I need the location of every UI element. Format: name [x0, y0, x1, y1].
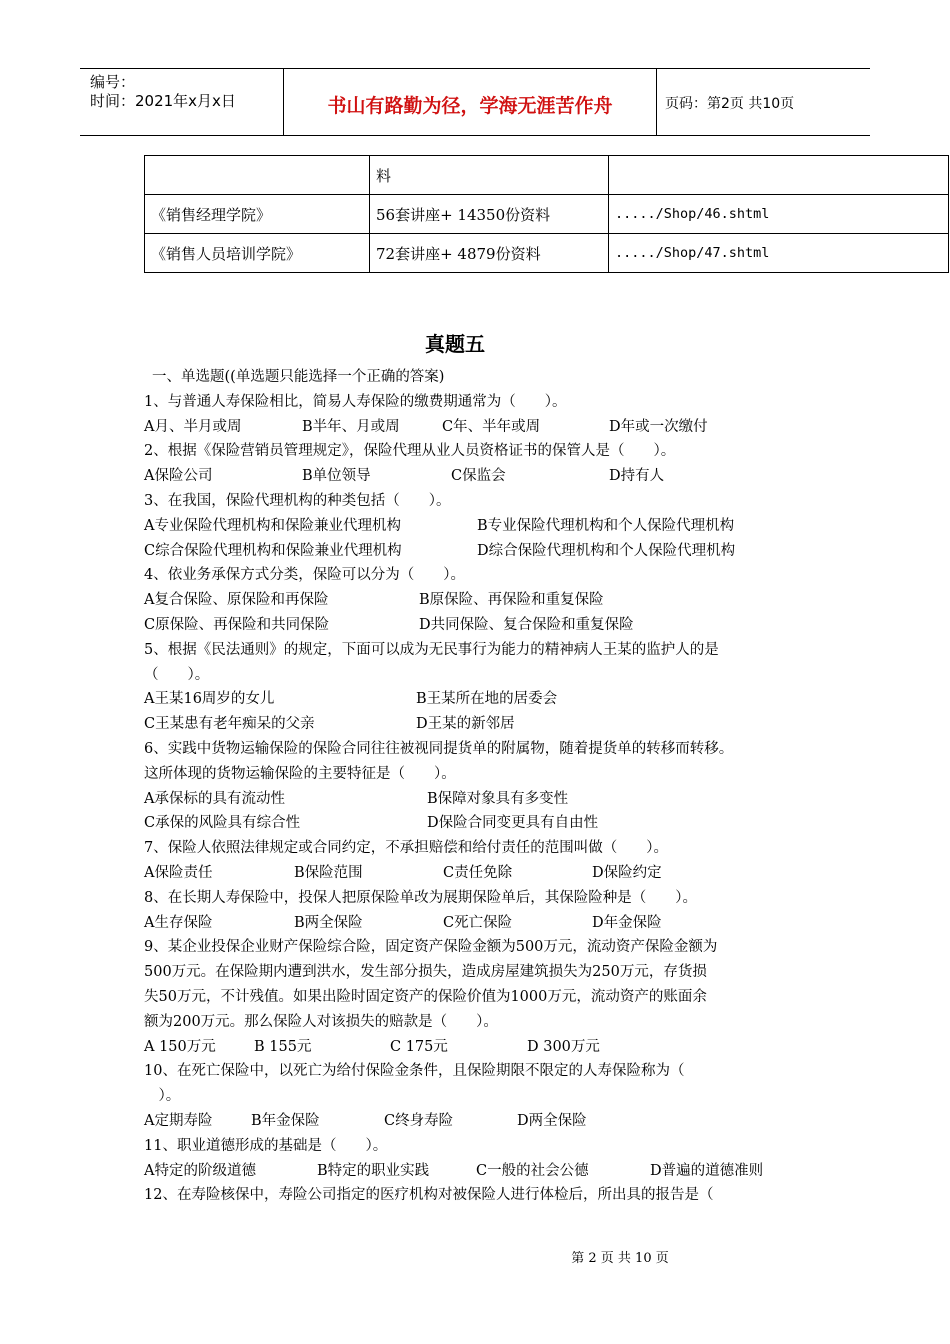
- answer-option: B半年、月或周: [302, 418, 400, 435]
- answer-option: D年金保险: [592, 914, 662, 931]
- question-line: 2、根据《保险营销员管理规定》，保险代理从业人员资格证书的保管人是（ ）。: [144, 443, 676, 460]
- table-cell: [609, 156, 949, 195]
- section-intro: 一、单选题((单选题只能选择一个正确的答案): [152, 369, 445, 385]
- question-line: 4、依业务承保方式分类，保险可以分为（ ）。: [144, 567, 465, 584]
- answer-option: B 155元: [254, 1038, 312, 1055]
- answer-option: A 150万元: [144, 1038, 216, 1055]
- question-line: 12、在寿险核保中，寿险公司指定的医疗机构对被保险人进行体检后，所出具的报告是（: [144, 1187, 714, 1204]
- table-row: [145, 234, 949, 273]
- question-line: 10、在死亡保险中，以死亡为给付保险金条件，且保险期限不限定的人寿保险称为（: [144, 1063, 685, 1080]
- answer-option: C保监会: [451, 468, 506, 485]
- answer-option: C终身寿险: [384, 1112, 454, 1129]
- answer-option: B特定的职业实践: [317, 1162, 430, 1179]
- answer-option: A保险责任: [144, 864, 213, 881]
- answer-option: D王某的新邻居: [416, 716, 515, 733]
- table-cell-link[interactable]: ...../Shop/47.shtml: [609, 234, 949, 273]
- answer-option: D综合保险代理机构和个人保险代理机构: [477, 542, 736, 559]
- option-row: [144, 514, 834, 539]
- option-row: [144, 687, 834, 712]
- question-line: 额为200万元。那么保险人对该损失的赔款是（ ）。: [144, 1013, 498, 1030]
- option-row: [144, 811, 834, 836]
- answer-option: A承保标的具有流动性: [144, 790, 285, 807]
- table-cell: 56套讲座+ 14350份资料: [370, 195, 609, 234]
- answer-option: A保险公司: [144, 468, 213, 485]
- answer-option: D 300万元: [527, 1038, 600, 1055]
- question-line: 7、保险人依照法律规定或合同约定，不承担赔偿和给付责任的范围叫做（ ）。: [144, 840, 668, 857]
- header-motto-cell: [283, 69, 657, 135]
- resource-table: [144, 155, 949, 273]
- answer-option: B原保险、再保险和重复保险: [419, 592, 604, 609]
- table-cell: 料: [370, 156, 609, 195]
- page-footer: 第 2 页 共 10 页: [571, 1251, 669, 1266]
- answer-option: D持有人: [609, 468, 665, 485]
- answer-option: A特定的阶级道德: [144, 1162, 256, 1179]
- option-row: [144, 1109, 834, 1134]
- answer-option: B王某所在地的居委会: [416, 691, 558, 708]
- option-row: [144, 1159, 834, 1184]
- answer-option: A生存保险: [144, 914, 213, 931]
- table-cell: 《销售人员培训学院》: [145, 234, 370, 273]
- question-list: [144, 365, 834, 1208]
- page-info: 页码：第2页 共10页: [665, 96, 795, 112]
- answer-option: C死亡保险: [443, 914, 513, 931]
- section-title: 真题五: [425, 332, 485, 356]
- table-row: [145, 195, 949, 234]
- answer-option: B单位领导: [302, 468, 371, 485]
- answer-option: B保险范围: [294, 864, 363, 881]
- question-line: 1、与普通人寿保险相比，简易人寿保险的缴费期通常为（ ）。: [144, 393, 567, 410]
- answer-option: D共同保险、复合保险和重复保险: [419, 616, 634, 633]
- answer-option: C综合保险代理机构和保险兼业代理机构: [144, 542, 402, 559]
- option-row: [144, 464, 834, 489]
- question-line: 11、职业道德形成的基础是（ ）。: [144, 1137, 388, 1154]
- header-left: [90, 73, 236, 111]
- option-row: [144, 588, 834, 613]
- option-row: [144, 613, 834, 638]
- option-row: [144, 539, 834, 564]
- answer-option: D两全保险: [517, 1112, 587, 1129]
- answer-option: D保险合同变更具有自由性: [427, 815, 599, 832]
- answer-option: B专业保险代理机构和个人保险代理机构: [477, 517, 735, 534]
- table-cell: [145, 156, 370, 195]
- answer-option: D年或一次缴付: [609, 418, 708, 435]
- page-header: [80, 68, 870, 136]
- answer-option: A专业保险代理机构和保险兼业代理机构: [144, 517, 401, 534]
- option-row: [144, 861, 834, 886]
- date-label: 时间：2021年x月x日: [90, 92, 236, 110]
- answer-option: C原保险、再保险和共同保险: [144, 616, 330, 633]
- answer-option: C责任免除: [443, 864, 513, 881]
- option-row: [144, 787, 834, 812]
- question-line: （ ）。: [144, 666, 210, 683]
- question-line: 这所体现的货物运输保险的主要特征是（ ）。: [144, 765, 456, 782]
- answer-option: C 175元: [390, 1038, 448, 1055]
- table-cell-link[interactable]: ...../Shop/46.shtml: [609, 195, 949, 234]
- answer-option: C一般的社会公德: [476, 1162, 589, 1179]
- answer-option: A复合保险、原保险和再保险: [144, 592, 329, 609]
- option-row: [144, 1035, 834, 1060]
- table-row: [145, 156, 949, 195]
- table-cell: 72套讲座+ 4879份资料: [370, 234, 609, 273]
- answer-option: B保障对象具有多变性: [427, 790, 569, 807]
- answer-option: B年金保险: [251, 1112, 320, 1129]
- option-row: [144, 712, 834, 737]
- table-cell: 《销售经理学院》: [145, 195, 370, 234]
- option-row: [144, 911, 834, 936]
- question-line: 5、根据《民法通则》的规定，下面可以成为无民事行为能力的精神病人王某的监护人的是: [144, 641, 719, 658]
- answer-option: A王某16周岁的女儿: [144, 691, 275, 708]
- answer-option: A月、半月或周: [144, 418, 242, 435]
- answer-option: D保险约定: [592, 864, 662, 881]
- option-row: [144, 415, 834, 440]
- answer-option: C王某患有老年痴呆的父亲: [144, 716, 315, 733]
- question-line: 失50万元，不计残值。如果出险时固定资产的保险价值为1000万元，流动资产的账面余: [144, 988, 707, 1005]
- answer-option: B两全保险: [294, 914, 363, 931]
- question-line: 6、实践中货物运输保险的保险合同往往被视同提货单的附属物，随着提货单的转移而转移。: [144, 740, 734, 757]
- answer-option: A定期寿险: [144, 1112, 213, 1129]
- answer-option: C承保的风险具有综合性: [144, 815, 301, 832]
- question-line: 3、在我国，保险代理机构的种类包括（ ）。: [144, 492, 451, 509]
- question-line: 9、某企业投保企业财产保险综合险，固定资产保险金额为500万元，流动资产保险金额为: [144, 939, 718, 956]
- answer-option: D普遍的道德准则: [650, 1162, 764, 1179]
- question-line: ）。: [144, 1088, 181, 1105]
- question-line: 500万元。在保险期内遭到洪水，发生部分损失，造成房屋建筑损失为250万元，存货损: [144, 964, 707, 981]
- code-label: 编号：: [90, 73, 136, 91]
- motto: 书山有路勤为径，学海无涯苦作舟: [327, 95, 613, 117]
- answer-option: C年、半年或周: [442, 418, 541, 435]
- question-line: 8、在长期人寿保险中，投保人把原保险单改为展期保险单后，其保险险种是（ ）。: [144, 889, 697, 906]
